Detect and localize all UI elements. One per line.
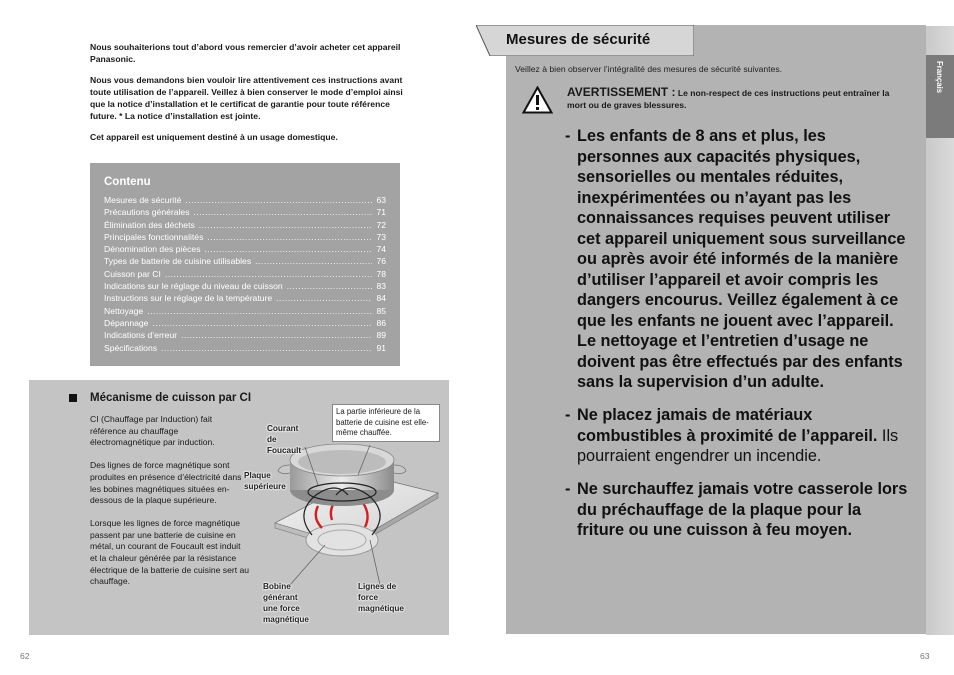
- toc-row-leader: [161, 342, 372, 354]
- toc-row: [104, 219, 386, 231]
- toc-row-leader: [207, 231, 372, 243]
- safety-point-bold: Ne surchauffez jamais votre casserole lors du préchauffage de la plaque pour la friture ou une cuisson à feu moyen.: [577, 480, 908, 539]
- toc-row-page: 85: [376, 305, 386, 316]
- intro-paragraph-3: Cet appareil est uniquement destiné à un usage domestique.: [90, 132, 338, 142]
- toc-row-leader: [287, 280, 373, 292]
- toc-row-leader: [185, 194, 372, 206]
- toc-row: [104, 268, 386, 280]
- language-tab-text: Français: [935, 61, 944, 94]
- toc-row-label: Dépannage: [104, 317, 149, 328]
- toc-row: [104, 280, 386, 292]
- safety-point-normal: Ils pourraient engendrer un incendie.: [577, 426, 899, 465]
- safety-point-dash: -: [565, 127, 571, 145]
- label-bobine: [263, 581, 309, 625]
- toc-row: [104, 317, 386, 329]
- mechanism-paragraph-3: Lorsque les lignes de force magnétique passent par une batterie de cuisine en métal, un courant de Foucault est induit et la chaleur générée par la résistance électrique de la batterie de cuisine sert au chauffage.: [90, 517, 250, 587]
- language-tab-label: [926, 55, 954, 138]
- warning-body: Le non-respect de ces instructions peut entraîner la mort ou de graves blessures.: [567, 88, 890, 110]
- toc-row: [104, 194, 386, 206]
- safety-point-bold: Les enfants de 8 ans et plus, les personnes aux capacités physiques, sensorielles ou mentales réduites, inexpérimentées ou n’ayant pas les connaissances requises peuvent utiliser cet appareil uniquement sous surveillance ou après avoir été informés de la manière d’utiliser l’appareil et avoir compris les dangers encourus. Veillez également à ce que les enfants ne jouent avec l’appareil. Le nettoyage et l’entretien d’usage ne doivent pas être effectués par des enfants sans la supervision d’un adulte.: [577, 127, 906, 391]
- toc-title: Contenu: [104, 176, 151, 188]
- label-courant-line-1: Courant: [267, 424, 299, 433]
- toc-row: [104, 243, 386, 255]
- pot-inside: [298, 450, 386, 474]
- page-number-left: 62: [20, 651, 30, 661]
- mechanism-paragraph-1: CI (Chauffage par Induction) fait référence au chauffage électromagnétique par induction.: [90, 414, 215, 448]
- label-bobine-line-2: une force: [263, 604, 300, 613]
- toc-row-label: Dénomination des pièces: [104, 244, 201, 255]
- bobine-pointer-line: [290, 545, 325, 585]
- label-lignes-line-1: Lignes de force: [358, 582, 397, 602]
- toc-row: [104, 231, 386, 243]
- toc-row-leader: [181, 329, 372, 341]
- label-courant: [267, 423, 301, 456]
- toc-row-label: Précautions générales: [104, 207, 190, 218]
- mechanism-title-text: Mécanisme de cuisson par CI: [90, 392, 252, 404]
- toc-row-label: Instructions sur le réglage de la température: [104, 293, 273, 304]
- toc-row-leader: [165, 268, 373, 280]
- safety-point-text: [577, 479, 910, 541]
- label-lignes-line-2: magnétique: [358, 604, 404, 613]
- toc-row-page: 63: [376, 195, 386, 205]
- toc-row-label: Spécifications: [104, 342, 158, 353]
- toc-row-label: Nettoyage: [104, 305, 144, 316]
- toc-row-label: Cuisson par CI: [104, 268, 161, 279]
- page-number-right: 63: [920, 651, 930, 661]
- toc-row: [104, 305, 386, 317]
- warning-triangle-icon: [522, 86, 553, 114]
- label-plaque-line-2: supérieure: [244, 482, 286, 491]
- safety-point: [565, 126, 910, 393]
- toc-row-leader: [205, 243, 373, 255]
- safety-point: [565, 405, 910, 467]
- safety-intro: Veillez à bien observer l’intégralité des mesures de sécurité suivantes.: [515, 64, 783, 74]
- section-title: Mesures de sécurité: [506, 31, 651, 48]
- toc-row: [104, 255, 386, 267]
- toc-row-page: 73: [376, 231, 386, 242]
- toc-row: [104, 292, 386, 304]
- safety-point-dash: -: [565, 480, 571, 498]
- toc-row: [104, 342, 386, 354]
- mechanism-paragraph-2: Des lignes de force magnétique sont produites en présence d’électricité dans les bobines magnétiques situées en-dessous de la plaque supérieure.: [90, 460, 242, 506]
- toc-row-leader: [152, 317, 372, 329]
- intro-paragraph-2: Nous vous demandons bien vouloir lire attentivement ces instructions avant toute utilisation de l’appareil. Veillez à bien conserver le mode d’emploi ainsi que la notice d’installation et le certificat de garantie pour toute référence future. * La notice d’installation est jointe.: [90, 75, 403, 121]
- toc-row-label: Principales fonctionnalités: [104, 231, 204, 242]
- toc-row-label: Élimination des déchets: [104, 219, 195, 230]
- label-lignes: [358, 581, 404, 614]
- toc-row: [104, 206, 386, 218]
- label-plaque: [244, 470, 286, 492]
- toc-row-label: Mesures de sécurité: [104, 195, 182, 205]
- pot-handle-right: [394, 465, 406, 474]
- toc-row-label: Types de batterie de cuisine utilisables: [104, 256, 252, 267]
- safety-point-dash: -: [565, 406, 571, 424]
- toc-row-leader: [255, 255, 372, 267]
- toc-row-page: 86: [376, 317, 386, 328]
- figure-callout: La partie inférieure de la batterie de cuisine est elle-même chauffée.: [332, 404, 440, 442]
- safety-points: [565, 126, 910, 553]
- toc-row-label: Indications sur le réglage du niveau de cuisson: [104, 281, 283, 292]
- mechanism-title: [69, 392, 251, 404]
- mechanism-description: [90, 414, 250, 599]
- label-bobine-line-3: magnétique: [263, 615, 309, 624]
- safety-point-text: [577, 126, 910, 393]
- toc-row-page: 84: [376, 293, 386, 304]
- toc-row-page: 78: [376, 268, 386, 279]
- safety-point-bold: Ne placez jamais de matériaux combustibles à proximité de l’appareil.: [577, 406, 878, 445]
- toc-row: [104, 329, 386, 341]
- warning-text: [567, 86, 907, 111]
- square-bullet-icon: [69, 394, 77, 402]
- toc-row-page: 74: [376, 244, 386, 255]
- toc-row-page: 91: [376, 342, 386, 353]
- intro-text: [90, 41, 410, 152]
- toc-row-page: 72: [376, 219, 386, 230]
- intro-paragraph-1: Nous souhaiterions tout d’abord vous remercier d’avoir acheter cet appareil Panasonic.: [90, 42, 401, 64]
- toc-row-label: Indications d’erreur: [104, 330, 178, 341]
- toc-row-page: 76: [376, 256, 386, 267]
- toc-row-leader: [276, 292, 372, 304]
- table-of-contents: [90, 163, 400, 366]
- toc-row-leader: [199, 219, 373, 231]
- coil: [306, 524, 378, 556]
- toc-row-page: 89: [376, 330, 386, 341]
- label-plaque-line-1: Plaque: [244, 471, 271, 480]
- label-bobine-line-1: Bobine générant: [263, 582, 298, 602]
- toc-row-leader: [194, 206, 373, 218]
- toc-row-page: 71: [376, 207, 386, 218]
- safety-point-text: [577, 405, 910, 467]
- safety-point: [565, 479, 910, 541]
- label-courant-line-2: de Foucault: [267, 435, 302, 455]
- warning-heading: AVERTISSEMENT :: [567, 85, 676, 99]
- toc-row-leader: [147, 305, 372, 317]
- toc-row-page: 83: [376, 281, 386, 292]
